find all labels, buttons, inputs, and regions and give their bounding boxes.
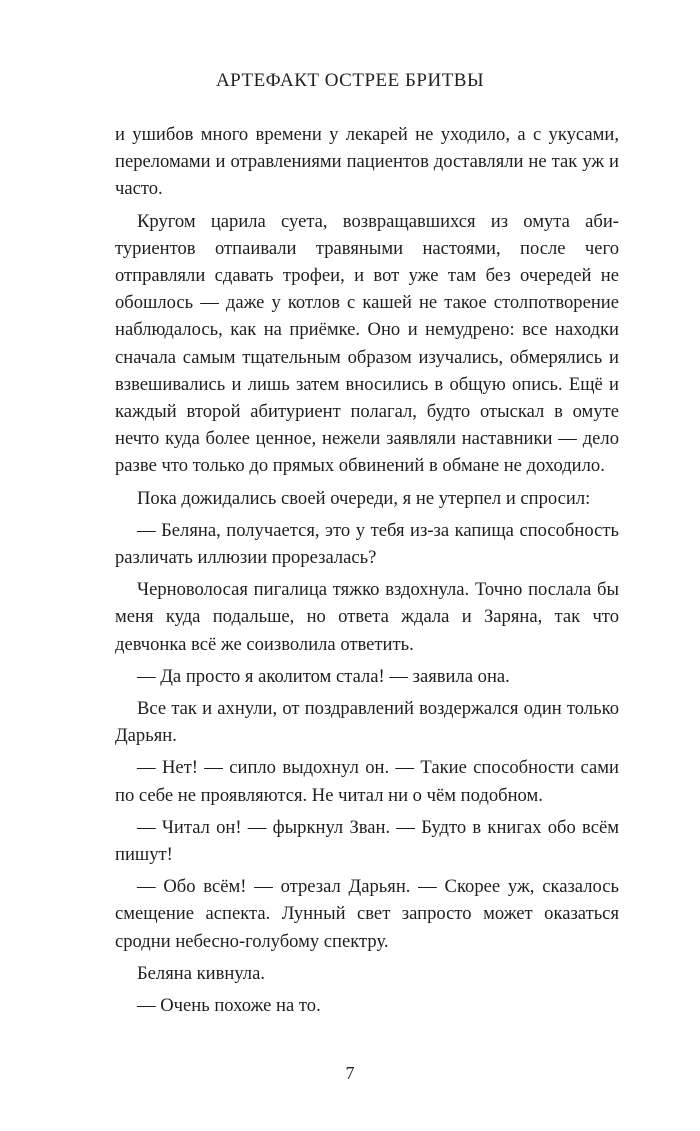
paragraph: Все так и ахнули, от поздравлений воздержался один только Дарьян. [115,698,619,747]
paragraph: Беляна кивнула. [137,962,265,984]
paragraph: Кругом царила суета, возвращавшихся из омута абитуриентов отпаивали травяными настоями, после чего отправляли сдавать трофеи, и вот уже там без очередей не обошлось — даже у котлов с кашей не такое столпотворение наблюдалось, как на приёмке. Оно и немудрено: все находки сначала самым тщательным образом изучались, обмерялись и взвешивались и лишь затем вносились в общую опись. Ещё и каждый второй абитуриент полагал, будто отыскал в омуте нечто куда более ценное, нежели заявляли наставники — дело разве что только до прямых обвинений в обмане не доходило. [115,210,619,477]
dialogue-line: — Да просто я аколитом стала! — заявила она. [137,665,510,687]
dialogue-line: — Беляна, получается, это у тебя из-за капища способность различать иллюзии прорезалась? [115,519,619,569]
dialogue-line: — Очень похоже на то. [137,995,321,1017]
paragraph: и ушибов много времени у лекарей не уходило, а с укусами, переломами и отравлениями пациентов доставляли не так уж и часто. [115,124,619,200]
page-number: 7 [345,1063,355,1083]
dialogue-line: — Обо всём! — отрезал Дарьян. — Скорее уж, сказалось смещение аспекта. Лунный свет запросто может оказаться сродни небесно-голубому спектру. [115,876,619,952]
dialogue-line: — Читал он! — фыркнул Зван. — Будто в книгах обо всём пишут! [115,816,619,866]
paragraph: Пока дожидались своей очереди, я не утерпел и спросил: [137,487,591,509]
body-text [115,121,619,1024]
dialogue-line: — Нет! — сипло выдохнул он. — Такие способности сами по себе не проявляются. Не читал ни о чём подобном. [115,757,619,806]
paragraph: Черноволосая пигалица тяжко вздохнула. Точно послала бы меня куда подальше, но ответа ждала и Заряна, так что девчонка всё же соизволила ответить. [115,579,619,655]
running-head: АРТЕФАКТ ОСТРЕЕ БРИТВЫ [215,70,485,91]
